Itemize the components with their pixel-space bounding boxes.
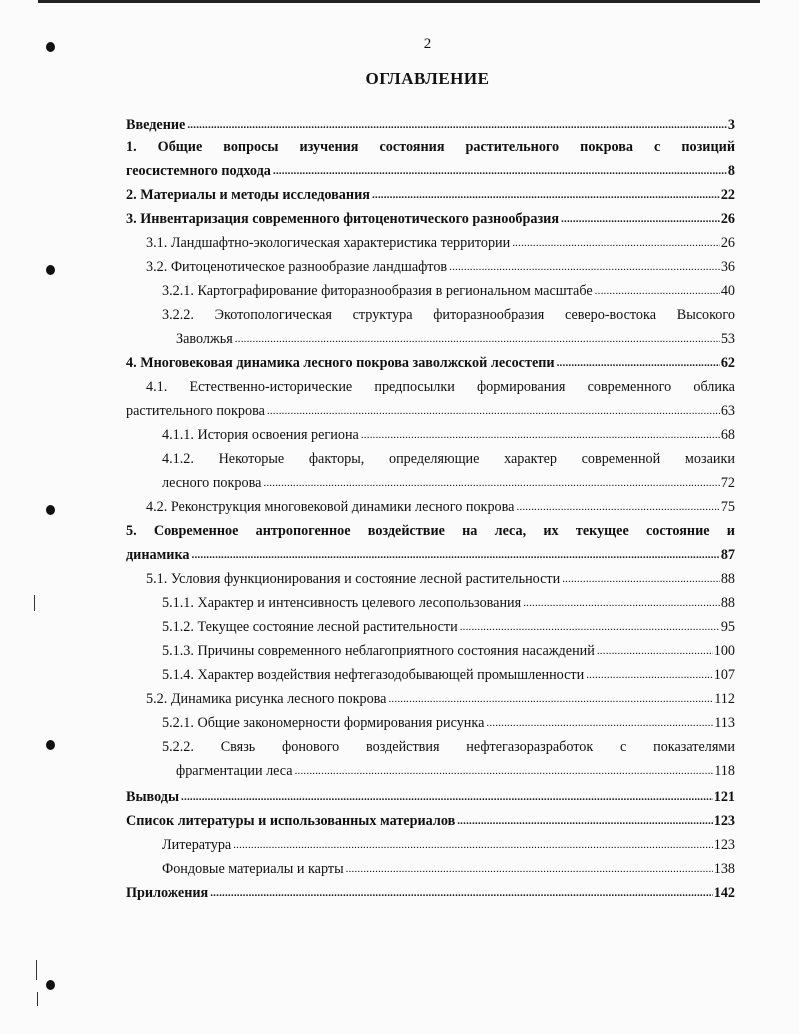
toc-entry-5-1[interactable]: 5.1. Условия функционирования и состояние лесной растительности ..... 88 [146, 564, 735, 588]
toc-entry-ch1-line2[interactable]: геосистемного подхода ..... 8 [126, 156, 735, 180]
toc-entry-3-2-2-line2[interactable]: Заволжья ..... 53 [176, 324, 735, 348]
toc-entry-4-1-1[interactable]: 4.1.1. История освоения региона ..... 68 [162, 420, 735, 444]
toc-entry-5-1-4[interactable]: 5.1.4. Характер воздействия нефтегазодобывающей промышленности ..... 107 [162, 660, 735, 684]
toc-entry-3-1[interactable]: 3.1. Ландшафтно-экологическая характеристика территории ..... 26 [146, 228, 735, 252]
toc-entry-3-2-2-line1[interactable]: 3.2.2. Экотопологическая структура фиторазнообразия северо-востока Высокого [162, 307, 735, 323]
scan-edge-mark [36, 960, 37, 980]
toc-entry-3-2-1[interactable]: 3.2.1. Картографирование фиторазнообразия в региональном масштабе ..... 40 [162, 276, 735, 300]
toc-entry-conclusions[interactable]: Выводы ..... 121 [126, 782, 735, 806]
toc-entry-fund-materials[interactable]: Фондовые материалы и карты ..... 138 [162, 854, 735, 878]
scan-edge-mark [37, 992, 38, 1006]
toc-entry-4-1-line1[interactable]: 4.1. Естественно-исторические предпосылки формирования современного облика [146, 379, 735, 395]
toc-entry-literature[interactable]: Литература ..... 123 [162, 830, 735, 854]
toc-entry-ch4[interactable]: 4. Многовековая динамика лесного покрова заволжской лесостепи ..... 62 [126, 348, 735, 372]
scan-edge-mark [34, 595, 35, 611]
toc-entry-5-1-1[interactable]: 5.1.1. Характер и интенсивность целевого лесопользования ..... 88 [162, 588, 735, 612]
toc-entry-intro[interactable]: Введение ..... 3 [126, 110, 735, 134]
toc-entry-ch1-line1[interactable]: 1. Общие вопросы изучения состояния растительного покрова с позиций [126, 139, 735, 155]
toc-entry-5-2-2-line1[interactable]: 5.2.2. Связь фонового воздействия нефтегазоразработок с показателями [162, 739, 735, 755]
toc-entry-5-2[interactable]: 5.2. Динамика рисунка лесного покрова ..... 112 [146, 684, 735, 708]
toc-entry-4-1-2-line2[interactable]: лесного покрова ..... 72 [162, 468, 735, 492]
toc-entry-5-2-2-line2[interactable]: фрагментации леса ..... 118 [176, 756, 735, 780]
toc-entry-ch3[interactable]: 3. Инвентаризация современного фитоценотического разнообразия ..... 26 [126, 204, 735, 228]
punch-hole-mark [46, 505, 55, 515]
toc-entry-5-2-1[interactable]: 5.2.1. Общие закономерности формирования рисунка ..... 113 [162, 708, 735, 732]
page-title: ОГЛАВЛЕНИЕ [365, 69, 490, 88]
punch-hole-mark [46, 265, 55, 275]
toc-entry-references[interactable]: Список литературы и использованных материалов ..... 123 [126, 806, 735, 830]
toc-entry-4-1-line2[interactable]: растительного покрова ..... 63 [126, 396, 735, 420]
toc-entry-appendix[interactable]: Приложения ..... 142 [126, 878, 735, 902]
toc-entry-3-2[interactable]: 3.2. Фитоценотическое разнообразие ландшафтов ..... 36 [146, 252, 735, 276]
toc-entry-4-1-2-line1[interactable]: 4.1.2. Некоторые факторы, определяющие характер современной мозаики [162, 451, 735, 467]
toc-entry-ch5-line2[interactable]: динамика ..... 87 [126, 540, 735, 564]
toc-entry-4-2[interactable]: 4.2. Реконструкция многовековой динамики лесного покрова ..... 75 [146, 492, 735, 516]
toc-entry-5-1-3[interactable]: 5.1.3. Причины современного неблагоприятного состояния насаждений ..... 100 [162, 636, 735, 660]
toc-entry-5-1-2[interactable]: 5.1.2. Текущее состояние лесной растительности ..... 95 [162, 612, 735, 636]
punch-hole-mark [46, 980, 55, 990]
scan-top-rule [38, 0, 760, 3]
page-number: 2 [423, 36, 432, 52]
toc-entry-ch5-line1[interactable]: 5. Современное антропогенное воздействие на леса, их текущее состояние и [126, 523, 735, 539]
toc-entry-ch2[interactable]: 2. Материалы и методы исследования ..... 22 [126, 180, 735, 204]
punch-hole-mark [46, 740, 55, 750]
